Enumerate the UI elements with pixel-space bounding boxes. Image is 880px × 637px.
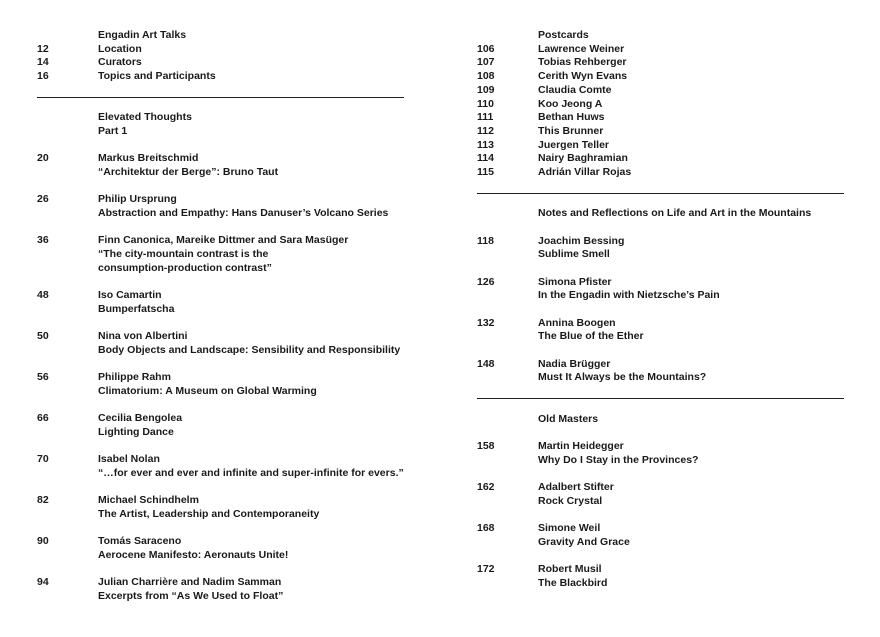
- toc-entry[interactable]: [37, 494, 404, 521]
- section-title: [98, 111, 404, 138]
- entry-title: Aerocene Manifesto: Aeronauts Unite!: [98, 548, 289, 561]
- entry-author: Cecilia Bengolea: [98, 412, 183, 425]
- entry-title: Must It Always be the Mountains?: [538, 371, 707, 384]
- toc-entry[interactable]: [477, 166, 844, 180]
- section-title-line: Notes and Reflections on Life and Art in the Mountains: [538, 207, 812, 220]
- entry-title: The Blue of the Ether: [538, 330, 644, 343]
- entry-author: Finn Canonica, Mareike Dittmer and Sara Masüger: [98, 234, 349, 247]
- entry-author: Julian Charrière and Nadim Samman: [98, 576, 282, 589]
- entry-title: Rock Crystal: [538, 494, 603, 507]
- toc-entry[interactable]: [477, 84, 844, 98]
- entry-title: Bumperfatscha: [98, 302, 175, 315]
- entry-author: Juergen Teller: [538, 138, 609, 151]
- entry-author: Robert Musil: [538, 562, 602, 575]
- page-number: 90: [37, 535, 49, 548]
- toc-entry[interactable]: [477, 481, 844, 508]
- entry-author: Bethan Huws: [538, 111, 605, 124]
- page-number: 106: [477, 42, 495, 55]
- page-number: 118: [477, 234, 494, 247]
- entry-author: Cerith Wyn Evans: [538, 70, 628, 83]
- section-title-line: Engadin Art Talks: [98, 29, 187, 41]
- section-title-line: Postcards: [538, 29, 589, 41]
- page-number: 20: [37, 152, 49, 165]
- entry-title: Sublime Smell: [538, 248, 610, 261]
- entry-author: Adrián Villar Rojas: [538, 166, 632, 179]
- toc-entry[interactable]: [37, 43, 404, 57]
- page-number: 12: [37, 42, 49, 55]
- toc-entry[interactable]: [37, 70, 404, 84]
- page-number: 26: [37, 193, 49, 206]
- entry-author: Iso Camartin: [98, 289, 162, 302]
- page-number: 172: [477, 562, 495, 575]
- toc-entry[interactable]: [477, 563, 844, 590]
- section-title: [538, 207, 844, 221]
- toc-entry[interactable]: [477, 276, 844, 303]
- page-number: 126: [477, 275, 495, 288]
- entry-author: Simone Weil: [538, 521, 601, 534]
- entry-title: Abstraction and Empathy: Hans Danuser’s Volcano Series: [98, 207, 389, 220]
- toc-entry[interactable]: [37, 234, 404, 275]
- entry-author: Adalbert Stifter: [538, 480, 614, 493]
- toc-entry[interactable]: [477, 522, 844, 549]
- section-divider: [37, 97, 404, 98]
- section-divider: [477, 398, 844, 399]
- entry-author: Lawrence Weiner: [538, 42, 625, 55]
- entry-author: Koo Jeong A: [538, 97, 603, 110]
- section-title-line: Part 1: [98, 125, 128, 138]
- toc-left-column: [37, 29, 404, 604]
- section-title: [98, 29, 404, 43]
- page-number: 110: [477, 97, 494, 110]
- page-number: 70: [37, 453, 49, 466]
- entry-author: Location: [98, 42, 142, 55]
- page-number: 113: [477, 138, 494, 151]
- entry-author: Markus Breitschmid: [98, 152, 199, 165]
- page-number: 114: [477, 152, 494, 165]
- page-number: 132: [477, 316, 495, 329]
- page-number: 107: [477, 56, 495, 69]
- page-number: 162: [477, 480, 495, 493]
- entry-author: Tobias Rehberger: [538, 56, 627, 69]
- entry-author: Tomás Saraceno: [98, 535, 182, 548]
- section-divider: [477, 193, 844, 194]
- page-number: 108: [477, 70, 495, 83]
- page-number: 115: [477, 166, 494, 179]
- page-number: 148: [477, 357, 495, 370]
- toc-right-column: [477, 29, 844, 590]
- page-number: 94: [37, 576, 49, 589]
- page-number: 168: [477, 521, 495, 534]
- toc-entry[interactable]: [477, 98, 844, 112]
- entry-title: Why Do I Stay in the Provinces?: [538, 453, 699, 466]
- page-number: 82: [37, 494, 49, 507]
- toc-entry[interactable]: [477, 43, 844, 57]
- section-title-line: Old Masters: [538, 412, 599, 425]
- entry-title: Excerpts from “As We Used to Float”: [98, 589, 284, 602]
- entry-title: Gravity And Grace: [538, 535, 630, 548]
- toc-entry[interactable]: [477, 317, 844, 344]
- entry-author: Isabel Nolan: [98, 453, 160, 466]
- page-number: 158: [477, 439, 495, 452]
- entry-title: “The city-mountain contrast is the: [98, 248, 269, 261]
- page-number: 109: [477, 83, 495, 96]
- entry-author: Nadia Brügger: [538, 357, 611, 370]
- entry-author: Joachim Bessing: [538, 234, 625, 247]
- entry-author: Philippe Rahm: [98, 371, 171, 384]
- page-number: 14: [37, 56, 49, 69]
- toc-entry[interactable]: [477, 358, 844, 385]
- toc-entry[interactable]: [37, 453, 404, 480]
- entry-title: The Artist, Leadership and Contemporaneity: [98, 507, 320, 520]
- entry-author: Topics and Participants: [98, 70, 216, 83]
- entry-title: Body Objects and Landscape: Sensibility and Responsibility: [98, 343, 401, 356]
- page-number: 112: [477, 124, 494, 137]
- entry-author: Nina von Albertini: [98, 330, 188, 343]
- toc-entry[interactable]: [37, 535, 404, 562]
- entry-title: “Architektur der Berge”: Bruno Taut: [98, 166, 279, 179]
- entry-title: “…for ever and ever and infinite and super-infinite for evers.”: [98, 466, 404, 479]
- entry-author: Claudia Comte: [538, 83, 612, 96]
- entry-author: Curators: [98, 56, 142, 69]
- entry-title: Lighting Dance: [98, 425, 174, 438]
- toc-entry[interactable]: [477, 152, 844, 166]
- section-title-line: Elevated Thoughts: [98, 111, 192, 124]
- toc-entry[interactable]: [477, 235, 844, 262]
- entry-author: Martin Heidegger: [538, 439, 624, 452]
- toc-entry[interactable]: [37, 371, 404, 398]
- toc-entry[interactable]: [477, 125, 844, 139]
- toc-entry[interactable]: [37, 412, 404, 439]
- toc-entry[interactable]: [477, 139, 844, 153]
- toc-entry[interactable]: [477, 56, 844, 70]
- entry-author: Simona Pfister: [538, 275, 612, 288]
- page-number: 36: [37, 234, 49, 247]
- section-title: [538, 413, 844, 427]
- toc-entry[interactable]: [477, 70, 844, 84]
- page-number: 50: [37, 330, 49, 343]
- toc-entry[interactable]: [477, 440, 844, 467]
- page-number: 48: [37, 289, 49, 302]
- toc-entry[interactable]: [37, 576, 404, 603]
- page-number: 56: [37, 371, 49, 384]
- toc-entry[interactable]: [37, 152, 404, 179]
- toc-entry[interactable]: [477, 111, 844, 125]
- toc-entry[interactable]: [37, 289, 404, 316]
- page-number: 16: [37, 70, 49, 83]
- entry-author: Michael Schindhelm: [98, 494, 199, 507]
- entry-author: This Brunner: [538, 124, 604, 137]
- toc-entry[interactable]: [37, 193, 404, 220]
- entry-title: In the Engadin with Nietzsche’s Pain: [538, 289, 720, 302]
- entry-title: Climatorium: A Museum on Global Warming: [98, 384, 317, 397]
- entry-title: The Blackbird: [538, 576, 608, 589]
- page-number: 111: [477, 111, 494, 124]
- page-number: 66: [37, 412, 49, 425]
- entry-author: Annina Boogen: [538, 316, 616, 329]
- toc-entry[interactable]: [37, 330, 404, 357]
- entry-author: Philip Ursprung: [98, 193, 177, 206]
- toc-entry[interactable]: [37, 56, 404, 70]
- entry-author: Nairy Baghramian: [538, 152, 628, 165]
- entry-title: consumption-production contrast”: [98, 261, 272, 274]
- section-title: [538, 29, 844, 43]
